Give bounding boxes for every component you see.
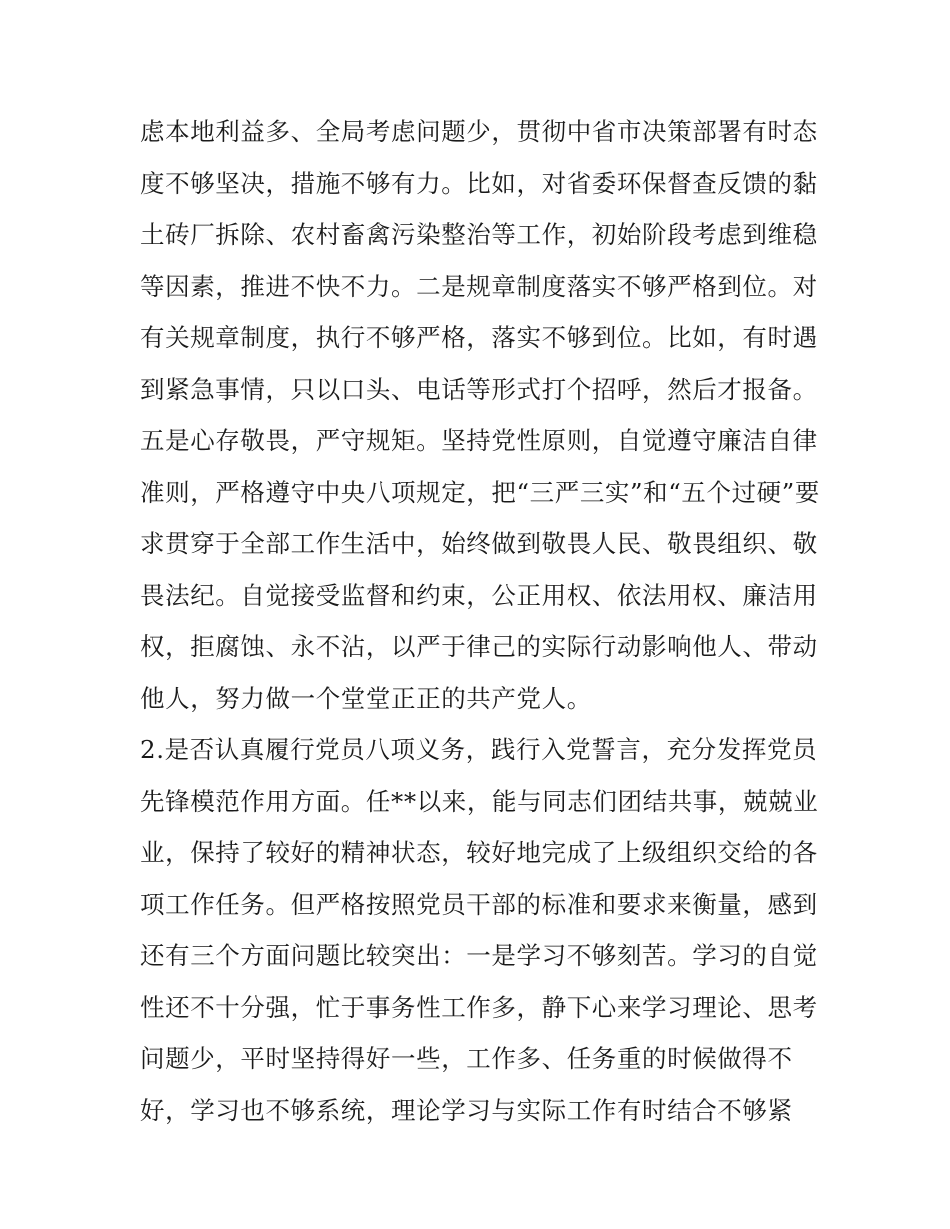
- section-heading-line: 2.是否认真履行党员八项义务，践行入党誓言，充分发挥党员: [140, 735, 818, 764]
- text-line: 虑本地利益多、全局考虑问题少，贯彻中省市决策部署有时态: [140, 117, 818, 146]
- text-line: 问题少，平时坚持得好一些，工作多、任务重的时候做得不: [140, 1044, 793, 1073]
- text-line: 求贯穿于全部工作生活中，始终做到敬畏人民、敬畏组织、敬: [140, 529, 818, 558]
- text-line: 有关规章制度，执行不够严格，落实不够到位。比如，有时遇: [140, 323, 818, 352]
- text-line: 度不够坚决，措施不够有力。比如，对省委环保督查反馈的黏: [140, 168, 818, 198]
- text-line: 先锋模范作用方面。任**以来，能与同志们团结共事，兢兢业: [140, 786, 819, 816]
- text-line: 业，保持了较好的精神状态，较好地完成了上级组织交给的各: [140, 838, 818, 867]
- text-line: 项工作任务。但严格按照党员干部的标准和要求来衡量，感到: [140, 889, 818, 919]
- text-line: 好，学习也不够系统，理论学习与实际工作有时结合不够紧: [140, 1095, 793, 1125]
- text-line: 畏法纪。自觉接受监督和约束，公正用权、依法用权、廉洁用: [140, 580, 818, 610]
- text-line: 准则，严格遵守中央八项规定，把“三严三实”和“五个过硬”要: [140, 477, 820, 507]
- text-line: 还有三个方面问题比较突出：一是学习不够刻苦。学习的自觉: [140, 941, 818, 970]
- text-line: 性还不十分强，忙于事务性工作多，静下心来学习理论、思考: [140, 992, 818, 1022]
- text-line: 等因素，推进不快不力。二是规章制度落实不够严格到位。对: [140, 271, 818, 301]
- text-line: 到紧急事情，只以口头、电话等形式打个招呼，然后才报备。: [140, 374, 818, 404]
- text-line: 权，拒腐蚀、永不沾，以严于律己的实际行动影响他人、带动: [140, 632, 818, 661]
- body-text: [140, 106, 820, 1136]
- text-line: 五是心存敬畏，严守规矩。坚持党性原则，自觉遵守廉洁自律: [140, 426, 818, 455]
- text-line: 土砖厂拆除、农村畜禽污染整治等工作，初始阶段考虑到维稳: [140, 220, 818, 249]
- text-line: 他人，努力做一个堂堂正正的共产党人。: [140, 683, 592, 713]
